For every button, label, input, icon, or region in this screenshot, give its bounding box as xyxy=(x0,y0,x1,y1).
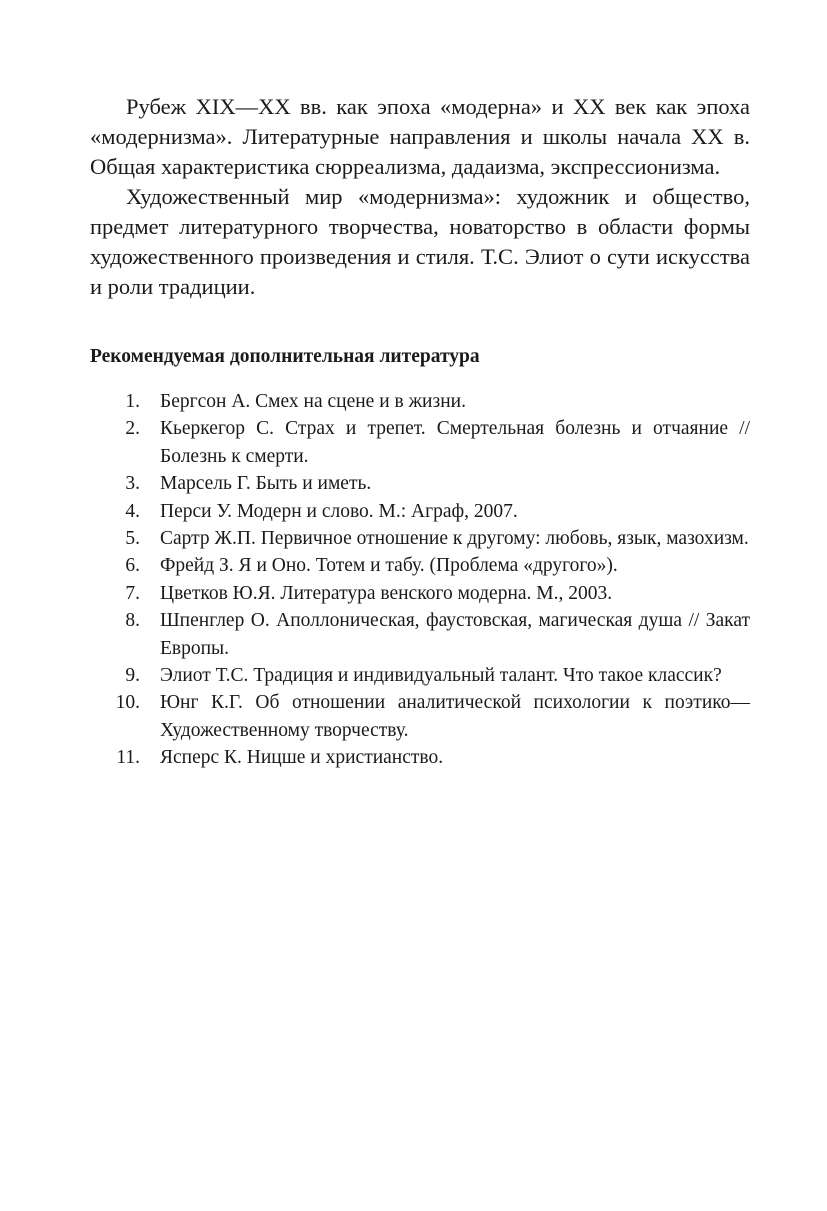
literature-item xyxy=(90,662,750,689)
literature-item-text: Сартр Ж.П. Первичное отношение к другому: любовь, язык, мазохизм. xyxy=(160,528,749,550)
literature-item-number: 4. xyxy=(125,500,140,522)
document-page xyxy=(90,92,750,772)
literature-item-text: Кьеркегор С. Страх и трепет. Смертельная болезнь и отчаяние // Болезнь к смерти. xyxy=(160,418,750,467)
literature-item xyxy=(90,744,750,771)
literature-item xyxy=(90,552,750,579)
literature-item-number: 5. xyxy=(125,528,140,550)
literature-item-text: Юнг К.Г. Об отношении аналитической психологии к поэтико—Художественному творчеству. xyxy=(160,692,750,741)
literature-item xyxy=(90,388,750,415)
literature-item-text: Цветков Ю.Я. Литература венского модерна. М., 2003. xyxy=(160,582,613,604)
literature-item-number: 2. xyxy=(125,418,140,440)
literature-item xyxy=(90,607,750,662)
literature-item xyxy=(90,580,750,607)
literature-list xyxy=(90,388,750,772)
literature-item-number: 7. xyxy=(125,582,140,604)
literature-item xyxy=(90,525,750,552)
literature-item-text: Бергсон А. Смех на сцене и в жизни. xyxy=(160,391,466,412)
literature-item-text: Перси У. Модерн и слово. М.: Аграф, 2007. xyxy=(160,500,518,522)
literature-item xyxy=(90,470,750,497)
literature-section-title: Рекомендуемая дополнительная литература xyxy=(90,346,480,367)
literature-item-number: 3. xyxy=(125,473,140,495)
literature-item-text: Элиот Т.С. Традиция и индивидуальный талант. Что такое классик? xyxy=(160,665,722,687)
body-paragraph: Художественный мир «модернизма»: художник и общество, предмет литературного творчества, новаторство в области формы художественного произведения и стиля. Т.С. Элиот о сути искусства и роли традиции. xyxy=(90,184,750,299)
literature-item-number: 8. xyxy=(125,610,140,632)
literature-item-text: Ясперс К. Ницше и христианство. xyxy=(160,747,444,769)
literature-item-number: 1. xyxy=(125,391,140,412)
literature-item xyxy=(90,689,750,744)
literature-item-text: Марсель Г. Быть и иметь. xyxy=(160,473,372,495)
literature-item-number: 9. xyxy=(125,665,140,687)
body-paragraph: Рубеж XIX—XX вв. как эпоха «модерна» и XX век как эпоха «модернизма». Литературные направления и школы начала XX в. Общая характеристика сюрреализма, дадаизма, экспрессионизма. xyxy=(90,94,750,179)
literature-item-number: 11. xyxy=(116,747,140,769)
literature-item xyxy=(90,498,750,525)
literature-item-number: 6. xyxy=(125,555,140,577)
literature-item-text: Фрейд З. Я и Оно. Тотем и табу. (Проблема «другого»). xyxy=(160,555,618,577)
literature-item xyxy=(90,415,750,470)
literature-item-number: 10. xyxy=(115,692,140,714)
literature-item-text: Шпенглер О. Аполлоническая, фаустовская, магическая душа // Закат Европы. xyxy=(160,610,750,659)
